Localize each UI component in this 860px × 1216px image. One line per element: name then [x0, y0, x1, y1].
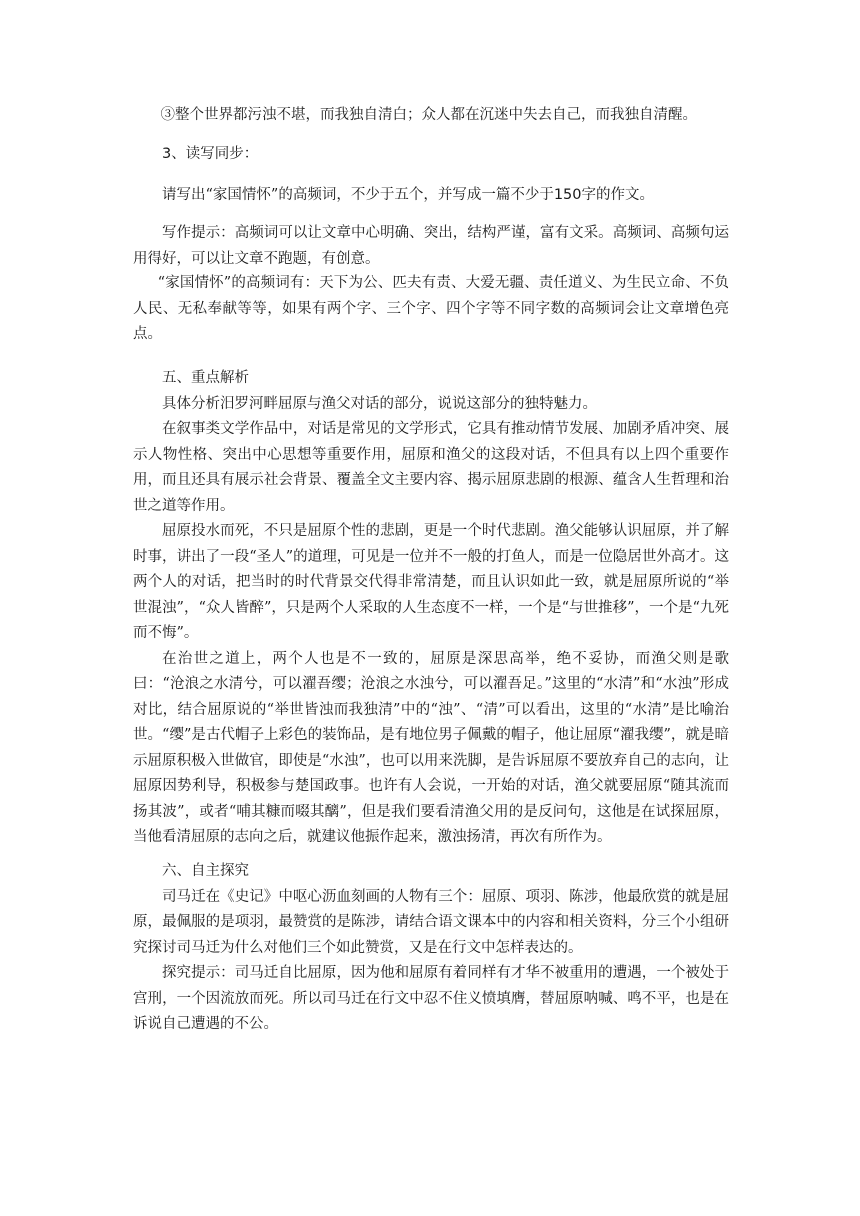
section-6-question: 司马迁在《史记》中呕心沥血刻画的人物有三个：屈原、项羽、陈涉，他最欣赏的就是屈原，最佩服的是项羽，最赞赏的是陈涉，请结合语文课本中的内容和相关资料，分三个小组研究探讨司马迁为什么对他们三个如此赞赏，又是在行文中怎样表达的。 [133, 888, 729, 956]
reading-writing-heading-block [133, 142, 729, 168]
writing-prompt-after: 字的作文。 [581, 187, 655, 203]
section-5-question: 具体分析汨罗河畔屈原与渔父对话的部分，说说这部分的独特魅力。 [162, 395, 597, 412]
writing-tip: 写作提示：高频词可以让文章中心明确、突出，结构严谨，富有文采。高频词、高频句运用得好，可以让文章不跑题，有创意。 [133, 225, 729, 267]
high-frequency-words-block [133, 271, 729, 348]
translation-item-3 [133, 103, 729, 129]
section-5 [133, 366, 729, 851]
writing-prompt-number: 150 [553, 187, 582, 203]
section-5-paragraph-2: 屈原投水而死，不只是屈原个性的悲剧，更是一个时代悲剧。渔父能够认识屈原，并了解时事，讲出了一段“圣人”的道理，可见是一位并不一般的打鱼人，而是一位隐居世外高才。这两个人的对话，把当时的时代背景交代得非常清楚，而且认识如此一致，就是屈原所说的“举世混浊”，“众人皆醉”，只是两个人采取的人生态度不一样，一个是“与世推移”，一个是“九死而不悔”。 [133, 523, 729, 641]
writing-prompt-before: 请写出“家国情怀”的高频词，不少于五个，并写成一篇不少于 [162, 187, 554, 203]
section-6-heading: 六、自主探究 [162, 863, 249, 879]
reading-writing-heading-text: 3、读写同步： [162, 146, 259, 162]
section-5-paragraph-1: 在叙事类文学作品中，对话是常见的文学形式，它具有推动情节发展、加剧矛盾冲突、展示人物性格、突出中心思想等重要作用，屈原和渔父的这段对话，不但具有以上四个重要作用，而且还具有展示社会背景、覆盖全文主要内容、揭示屈原悲剧的根源、蕴含人生哲理和治世之道等作用。 [133, 421, 729, 514]
section-5-paragraph-3: 在治世之道上，两个人也是不一致的，屈原是深思高举，绝不妥协，而渔父则是歌曰：“沧浪之水清兮，可以濯吾缨；沧浪之水浊兮，可以濯吾足。”这里的“水清”和“水浊”形成对比，结合屈原说的“举世皆浊而我独清”中的“浊”、“清”可以看出，这里的“水清”是比喻治世。“缨”是古代帽子上彩色的装饰品，是有地位男子佩戴的帽子，他让屈原“濯我缨”，就是暗示屈原积极入世做官，即使是“水浊”，也可以用来洗脚，是告诉屈原不要放弃自己的志向，让屈原因势利导，积极参与楚国政事。也许有人会说，一开始的对话，渔父就要屈原“随其流而扬其波”，或者“哺其糠而啜其醨”，但是我们要看清渔父用的是反问句，这他是在试探屈原，当他看清屈原的志向之后，就建议他振作起来，激浊扬清，再次有所作为。 [133, 650, 729, 845]
translation-item-3-text: ③整个世界都污浊不堪，而我独自清白；众人都在沉迷中失去自己，而我独自清醒。 [160, 107, 698, 123]
writing-tip-block [133, 221, 729, 272]
section-6 [133, 859, 729, 1038]
writing-prompt [133, 183, 729, 209]
high-frequency-words: “家国情怀”的高频词有：天下为公、匹夫有责、大爱无疆、责任道义、为生民立命、不负人民、无私奉献等等，如果有两个字、三个字、四个字等不同字数的高频词会让文章增色亮点。 [133, 275, 729, 342]
writing-prompt-block [133, 183, 729, 209]
reading-writing-heading [133, 142, 729, 168]
section-5-heading: 五、重点解析 [162, 370, 249, 386]
section-6-tip: 探究提示：司马迁自比屈原，因为他和屈原有着同样有才华不被重用的遭遇，一个被处于宫刑，一个因流放而死。所以司马迁在行文中忍不住义愤填膺，替屈原呐喊、鸣不平，也是在诉说自己遭遇的不公。 [133, 965, 729, 1032]
